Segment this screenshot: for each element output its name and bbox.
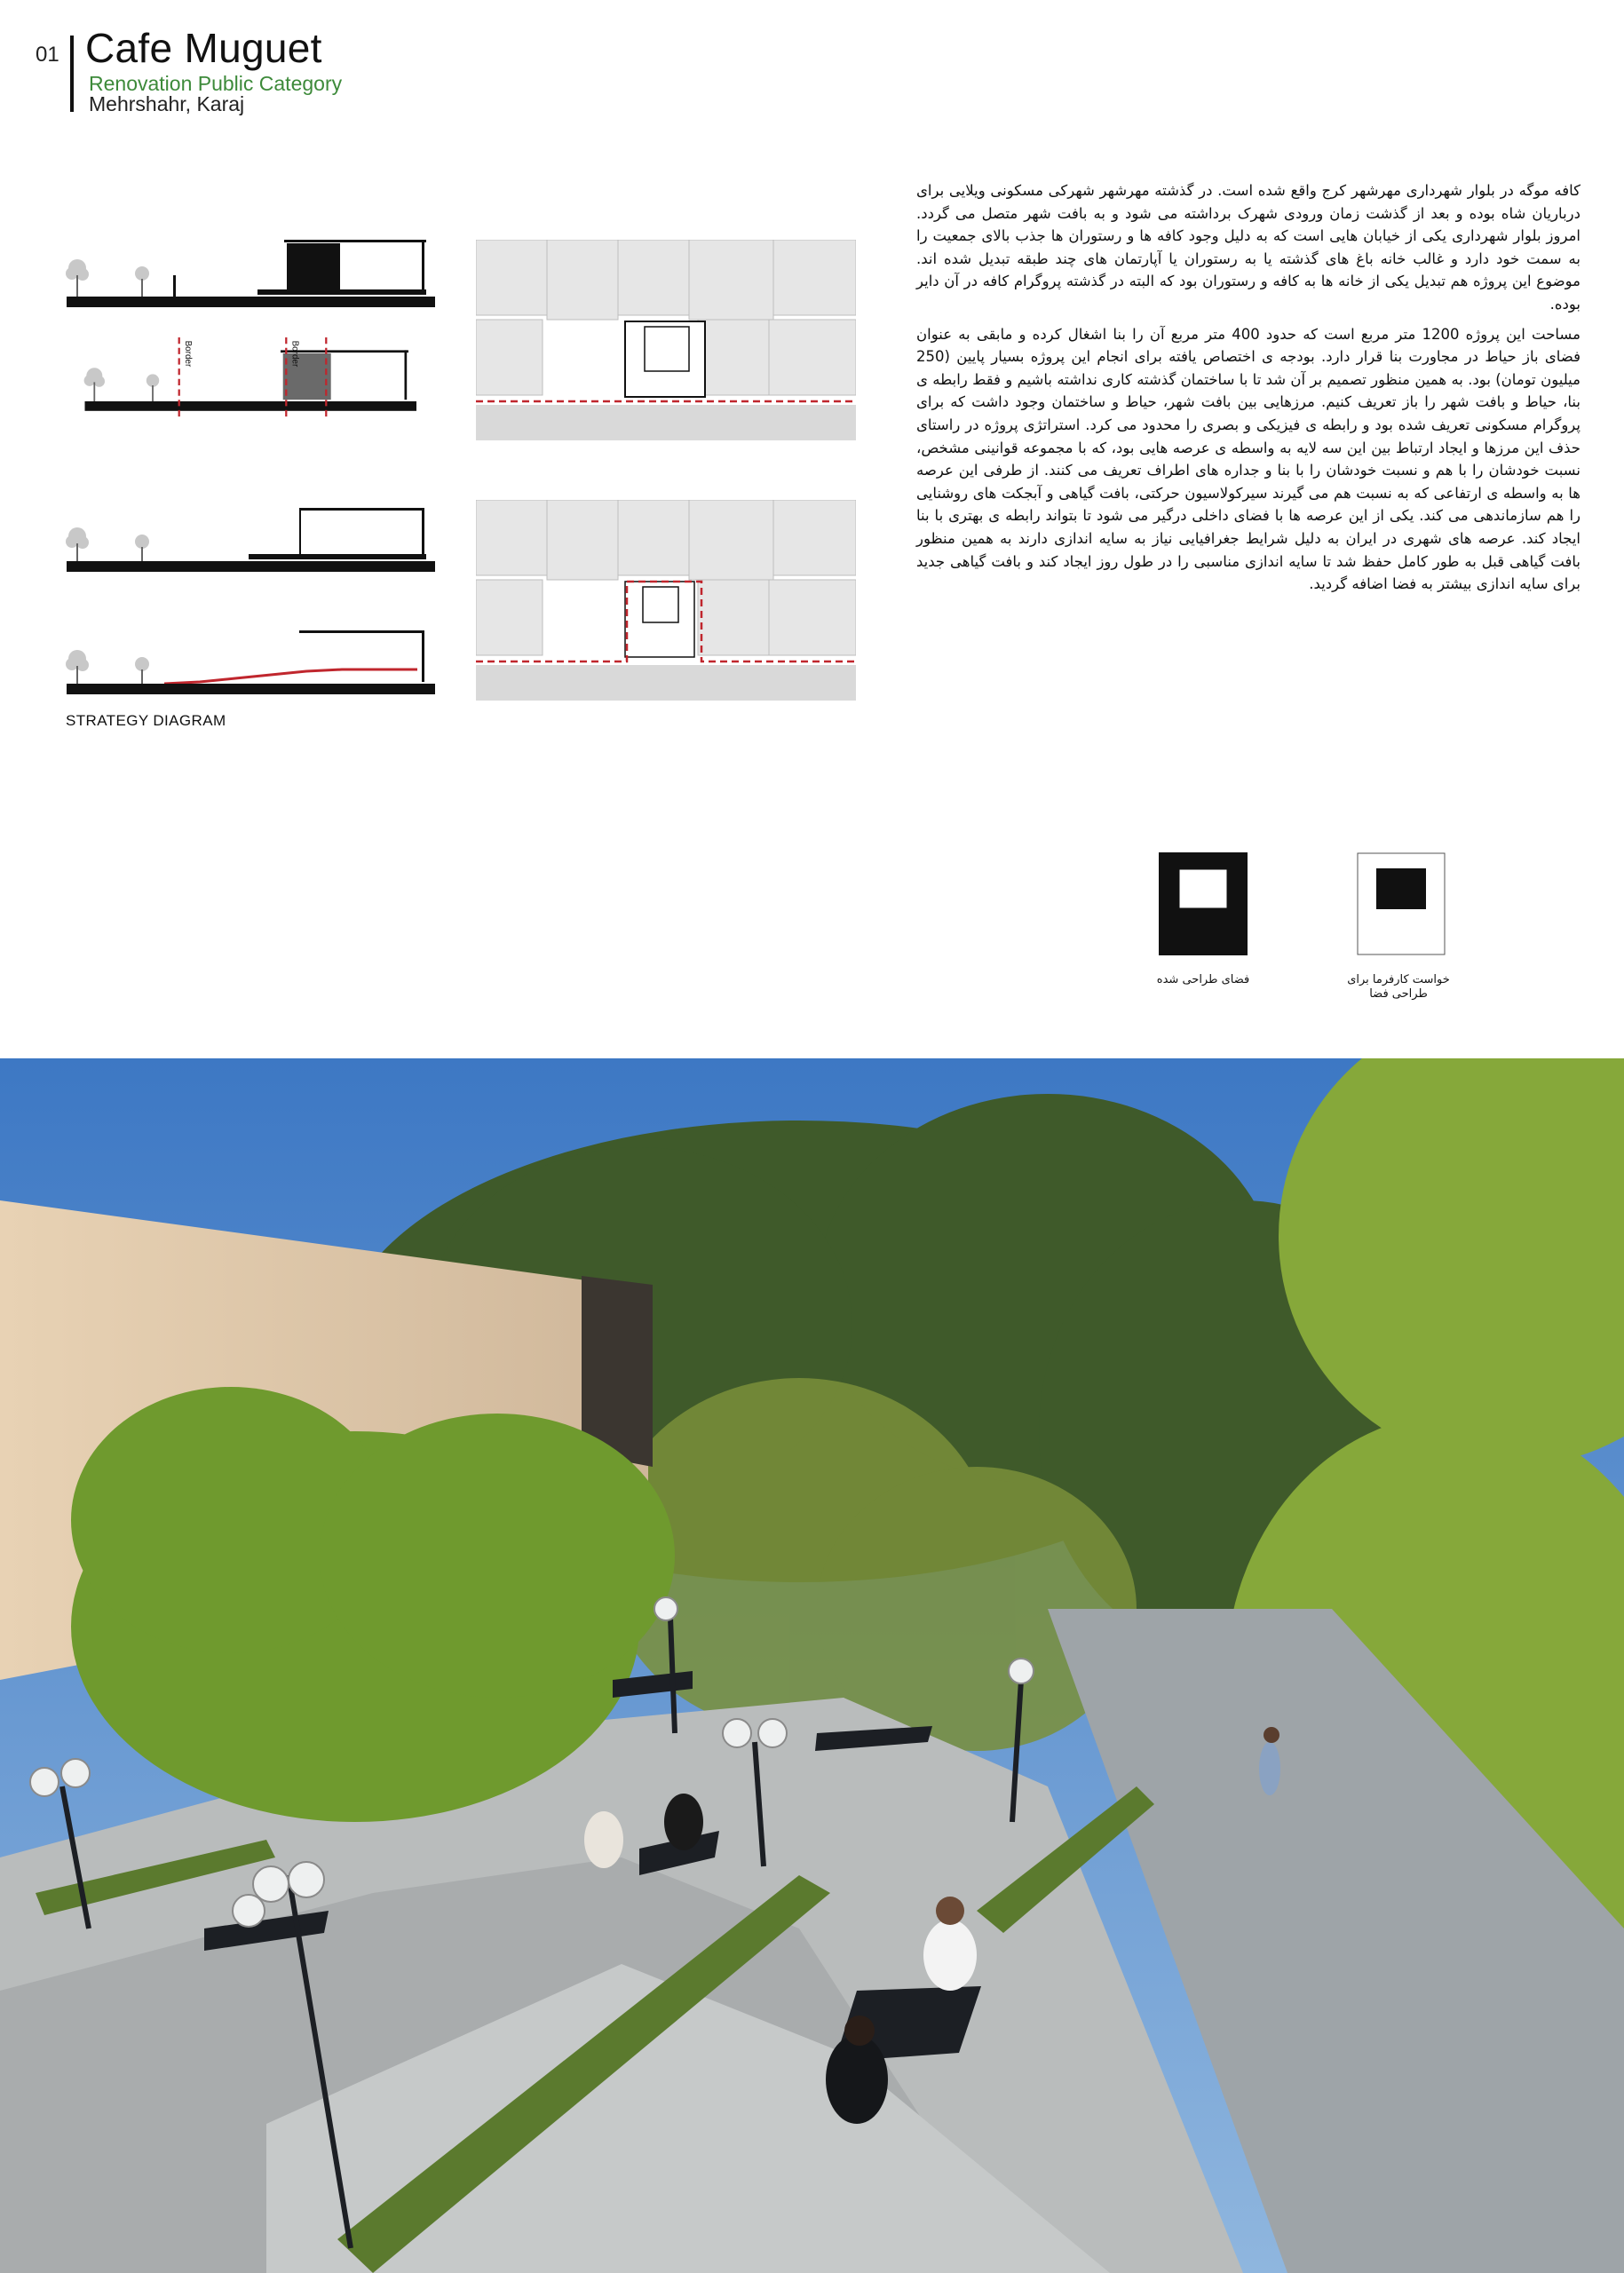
ground-line xyxy=(67,684,435,694)
tree-icon xyxy=(66,259,89,297)
section-diagram-existing xyxy=(58,233,440,313)
tree-icon xyxy=(66,650,89,685)
strategy-diagram-label: STRATEGY DIAGRAM xyxy=(66,712,226,729)
tree-icon xyxy=(147,374,159,401)
street xyxy=(476,405,856,440)
tree-icon xyxy=(84,368,105,401)
tree-icon xyxy=(135,657,149,685)
section-diagram-borders xyxy=(58,337,440,417)
street xyxy=(476,665,856,701)
wall-marker xyxy=(173,275,176,297)
page-title: Cafe Muguet xyxy=(85,25,322,71)
designed-space-caption: فضای طراحی شده xyxy=(1156,973,1250,986)
ground-line xyxy=(67,297,435,307)
designed-space-icon xyxy=(1159,852,1248,955)
site-plan-proposed xyxy=(476,500,856,701)
project-photograph xyxy=(0,1058,1624,2273)
border-label: Border xyxy=(289,340,300,368)
ground-line xyxy=(85,401,417,411)
project-description xyxy=(916,179,1580,603)
tree-icon xyxy=(135,535,149,563)
project-category: Renovation Public Category xyxy=(89,72,343,95)
client-request-icon xyxy=(1357,852,1446,955)
client-request-caption: خواست کارفرما برای طراحی فضا xyxy=(1347,973,1450,1001)
section-diagram-removed-borders xyxy=(58,497,440,577)
terrace-profile xyxy=(164,669,417,684)
ground-line xyxy=(67,561,435,572)
title-divider xyxy=(70,36,74,112)
site-plan-existing xyxy=(476,240,856,440)
project-location: Mehrshahr, Karaj xyxy=(89,92,245,115)
description-paragraph: کافه موگه در بلوار شهرداری مهرشهر کرج واقع شده است. در گذشته مهرشهر شهرکی مسکونی ویلایی برای درباریان شاه بوده و بعد از گذشت زمان ورودی شهرک برداشته می شود و به بافت شهر متصل می گردد. امروز بلوار شهرداری یکی از خیابان هایی است که به دلیل وجود کافه ها و رستوران ها جذب بالای جمعیت را به سمت خود دارد و غالب خانه باغ های گذشته یا به رستوران یا آپارتمان های چند طبقه تبدیل شده اند. موضوع این پروژه هم تبدیل یکی از خانه ها به کافه و رستوران بود که البته در گذشته پروگرام کافه در آن دایر بوده. xyxy=(916,182,1580,313)
building-mass xyxy=(287,243,340,295)
page-number: 01 xyxy=(36,43,59,67)
section-diagram-stepped-terraces xyxy=(58,620,440,700)
description-paragraph: مساحت این پروژه 1200 متر مربع است که حدود 400 متر مربع آن را بنا اشغال کرده و مابقی به عنوان فضای باز حیاط در مجاورت بنا قرار دارد. بودجه ی اختصاص یافته برای انجام این پروژه بسیار پایین (250 میلیون تومان) بود. به همین منظور تصمیم بر آن شد تا با ساختمان گذشته کاری نداشته باشیم و فقط رابطه ی بنا، حیاط و بافت شهر را باز تعریف کنیم. مرزهایی بین بافت شهر، حیاط و ساختمان وجود داشت که برای پروگرام مسکونی تعریف شده بود و رابطه ی فیزیکی و بصری را محدود می کرد. استراتژی پروژه در راستای حذف این مرزها و ایجاد ارتباط بین این سه لایه به واسطه ی عرصه هایی بود، که با مجموعه قوانینی مشخص، نسبت خودشان را با هم و نسبت خودشان را با بنا و جداره های اطراف تعریف می کنند. از طرفی این عرصه ها به واسطه ی ارتفاعی که به نسبت هم می گیرند سیرکولاسیون حرکتی، بافت گیاهی و آبجکت های روشنایی را هم سازماندهی می کند. یکی از این عرصه ها با فضای داخلی درگیر می شود تا بتواند رابطه ی بهتری با بنا ایجاد کند. عرصه های شهری در ایران به دلیل شرایط جغرافیایی نیاز به سایه اندازی دارند به همین منظور بافت گیاهی قبل به طور کامل حفظ شد تا سایه اندازی مناسبی را در طول روز ایجاد کند و بافت گیاهی جدید برای سایه اندازی بیشتر به فضا اضافه گردید. xyxy=(916,325,1580,593)
border-label: Border xyxy=(182,340,193,368)
tree-icon xyxy=(66,527,89,563)
tree-icon xyxy=(135,266,149,297)
